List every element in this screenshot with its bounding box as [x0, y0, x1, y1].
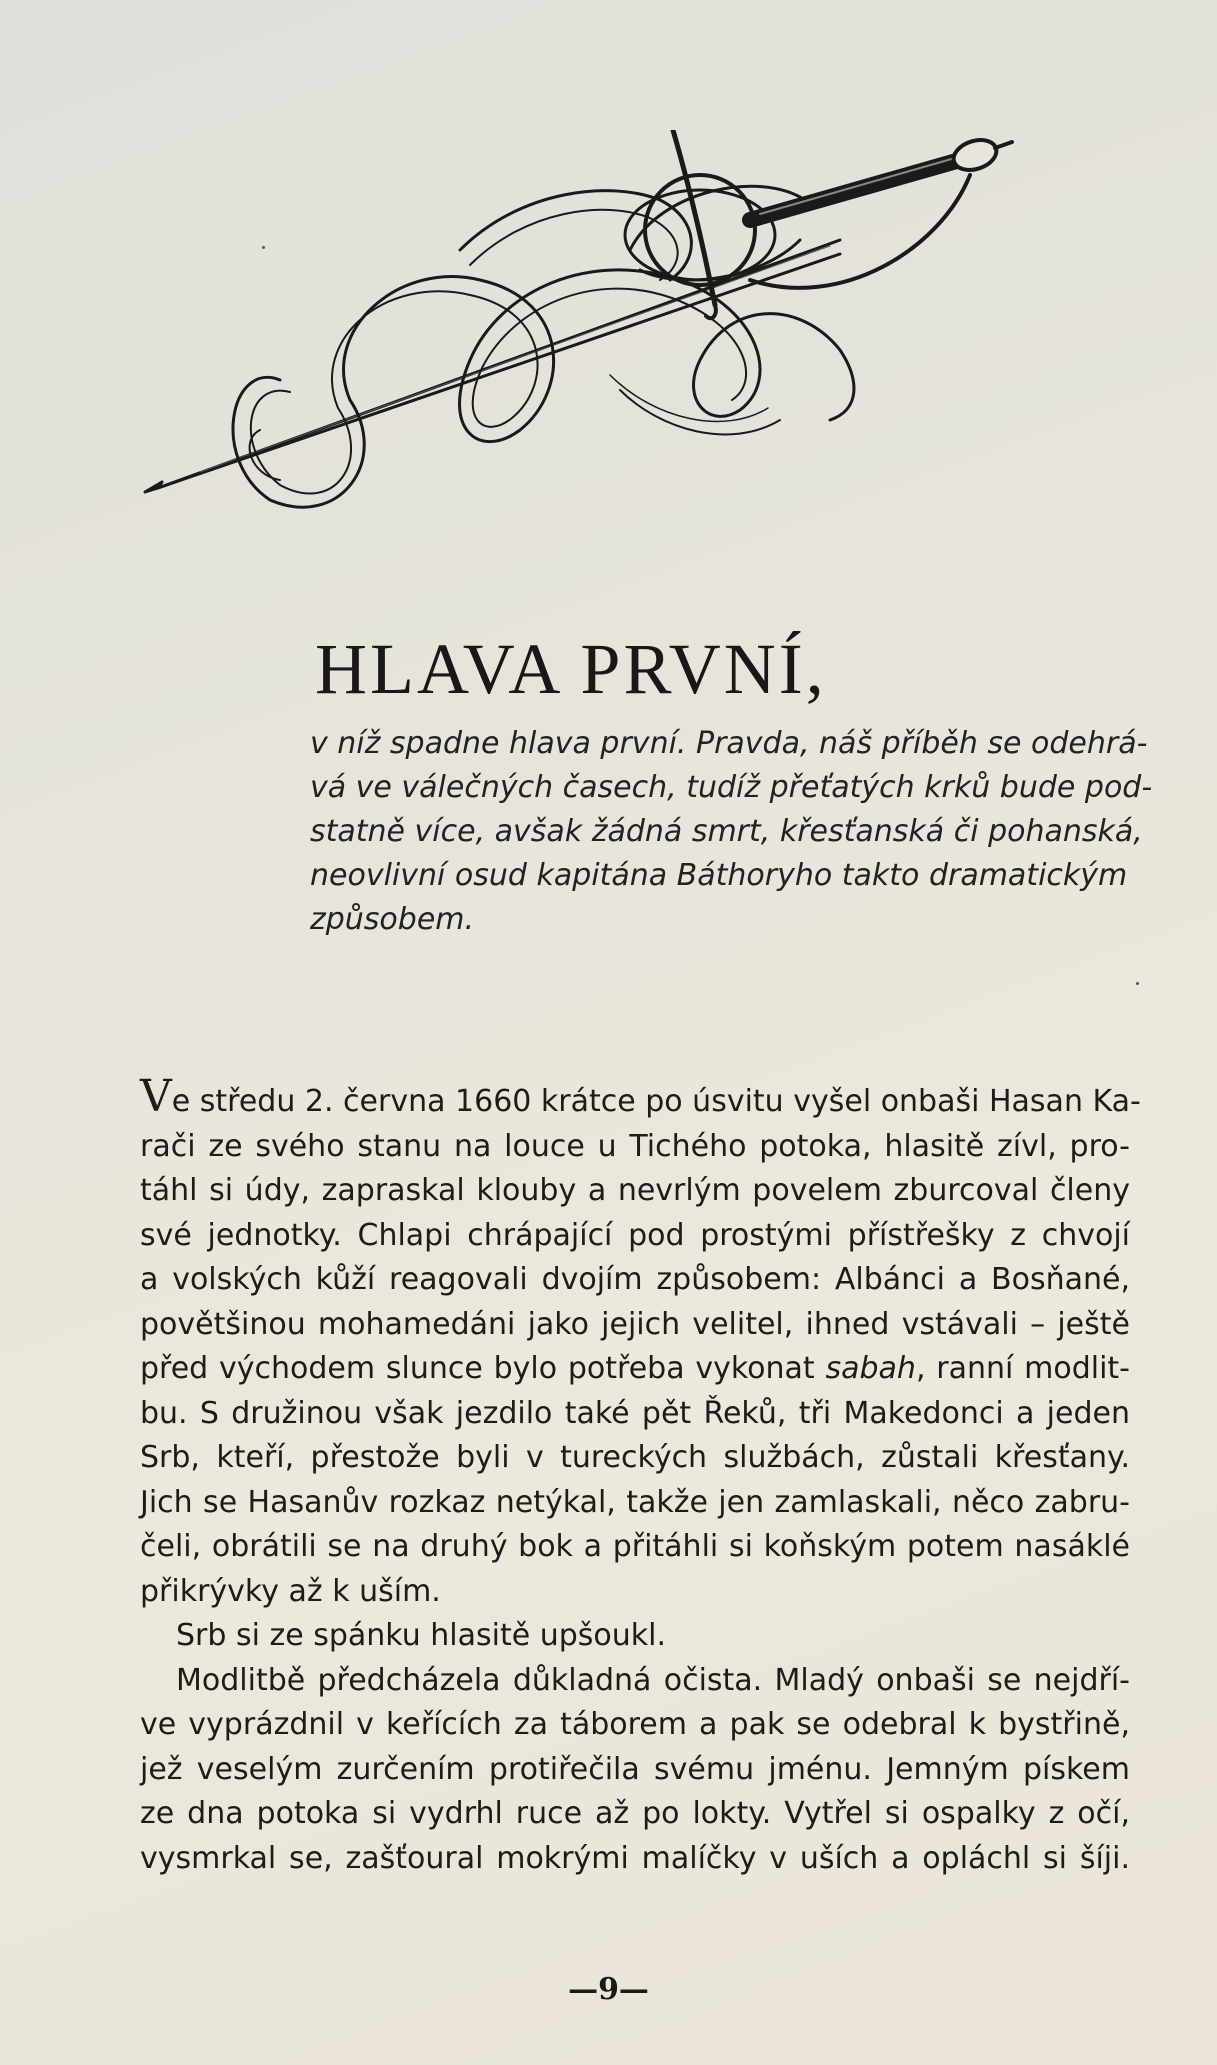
paragraph-line: ze dna potoka si vydrhl ruce až po lokty. Vytřel si ospalky z očí,	[140, 1796, 1130, 1831]
subtitle-line: neovlivní osud kapitána Báthoryho takto dramatickým	[310, 858, 1128, 893]
page-number: —9—	[568, 1972, 649, 2007]
subtitle-line: v níž spadne hlava první. Pravda, náš příběh se odehrá-	[310, 726, 1148, 761]
line-text: e středu 2. června 1660 krátce po úsvitu vyšel onbaši Hasan Ka-	[171, 1084, 1141, 1119]
paragraph-line: bu. S družinou však jezdilo také pět Řeků, tři Makedonci a jeden	[140, 1395, 1130, 1431]
paragraph-line: své jednotky. Chlapi chrápající pod prostými přístřešky z chvojí	[140, 1217, 1130, 1253]
line-text: , ranní modlit-	[915, 1351, 1130, 1386]
italic-word: sabah	[825, 1351, 916, 1386]
paragraph-line: přikrývky až k uším.	[140, 1573, 441, 1609]
subtitle-line: statně více, avšak žádná smrt, křesťanská či pohanská,	[310, 814, 1143, 849]
paragraph-line: rači ze svého stanu na louce u Tichého potoka, hlasitě zívl, pro-	[140, 1128, 1130, 1164]
paragraph-line	[140, 1347, 1130, 1392]
paper-speck	[1136, 982, 1139, 985]
paragraph-line: Srb si ze spánku hlasitě upšoukl.	[176, 1618, 667, 1653]
paragraph-line	[140, 1071, 1141, 1125]
paragraph-line: Modlitbě předcházela důkladná očista. Mladý onbaši se nejdří-	[176, 1662, 1130, 1698]
line-text: před východem slunce bylo potřeba vykonat	[140, 1351, 826, 1386]
paragraph-line: vysmrkal se, zašťoural mokrými malíčky v uších a opláchl si šíji.	[140, 1840, 1130, 1876]
paragraph-line: povětšinou mohamedáni jako jejich velitel, ihned vstávali – ještě	[140, 1306, 1130, 1342]
chapter-subtitle	[310, 722, 1153, 942]
paragraph-line: čeli, obrátili se na druhý bok a přitáhli si koňským potem nasáklé	[140, 1529, 1130, 1564]
body-text	[140, 1071, 1141, 1881]
paragraph-line: jež veselým zurčením protiřečila svému jménu. Jemným pískem	[140, 1751, 1130, 1787]
subtitle-line: způsobem.	[310, 902, 475, 937]
rapier-sword-with-ribbon-icon	[140, 130, 1140, 510]
subtitle-line: vá ve válečných časech, tudíž přeťatých krků bude pod-	[310, 770, 1153, 805]
paragraph-line: ve vyprázdnil v keřících za táborem a pak se odebral k bystřině,	[140, 1707, 1130, 1742]
paragraph-line: Jich se Hasanův rozkaz netýkal, takže jen zamlaskali, něco zabru-	[140, 1484, 1130, 1520]
paragraph-line: táhl si údy, zapraskal klouby a nevrlým povelem zburcoval členy	[140, 1173, 1130, 1208]
paper-speck	[262, 246, 265, 249]
paragraph-line: a volských kůží reagovali dvojím způsobem: Albánci a Bosňané,	[140, 1262, 1130, 1297]
paragraph-line: Srb, kteří, přestože byli v tureckých službách, zůstali křesťany.	[140, 1440, 1130, 1475]
chapter-title: HLAVA PRVNÍ,	[315, 629, 827, 709]
drop-cap: V	[140, 1071, 172, 1122]
